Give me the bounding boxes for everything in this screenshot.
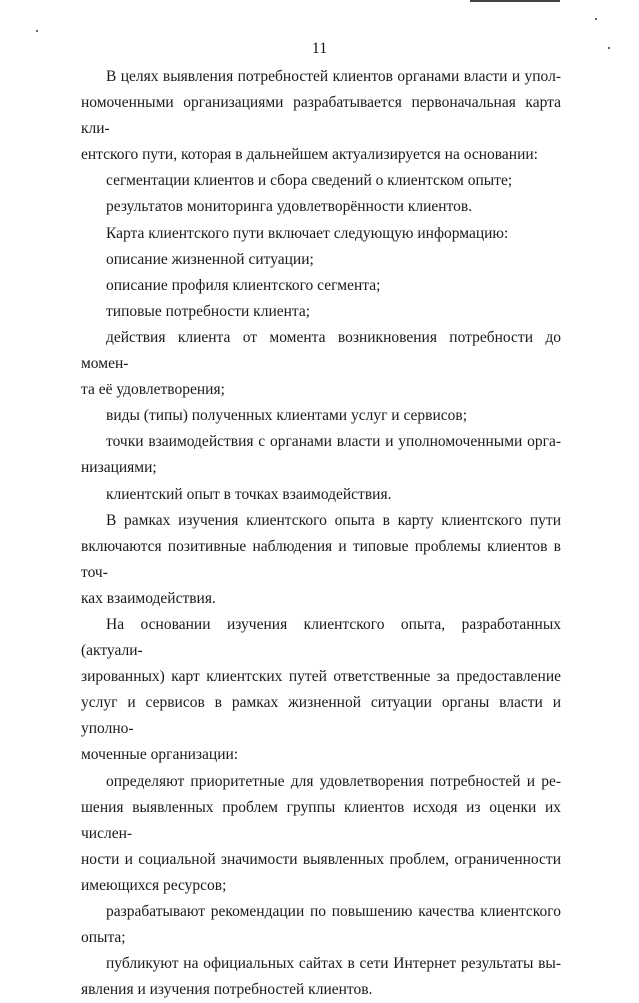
text-line: включаются позитивные наблюдения и типовые проблемы клиентов в точ- <box>81 537 561 581</box>
text-line: точки взаимодействия с органами власти и уполномоченными орга- <box>106 433 561 451</box>
text-line: действия клиента от момента возникновения потребности до момен- <box>81 328 561 373</box>
scan-artifact-dot <box>36 30 38 32</box>
text-line: ности и социальной значимости выявленных проблем, ограниченности <box>81 850 561 868</box>
text-line: сегментации клиентов и сбора сведений о клиентском опыте; <box>106 172 513 190</box>
text-line: В целях выявления потребностей клиентов органами власти и упол- <box>106 68 561 85</box>
text-line: ках взаимодействия. <box>81 589 216 607</box>
text-line: разрабатывают рекомендации по повышению качества клиентского <box>106 903 561 920</box>
page-number: 11 <box>311 40 328 57</box>
text-line: имеющихся ресурсов; <box>81 876 227 894</box>
text-line: публикуют на официальных сайтах в сети Интернет результаты вы- <box>106 955 561 973</box>
scan-artifact-dot <box>595 18 597 20</box>
text-line: низациями; <box>81 459 157 477</box>
text-line: та её удовлетворения; <box>81 381 225 399</box>
text-line: клиентский опыт в точках взаимодействия. <box>106 485 392 503</box>
text-line: услуг и сервисов в рамках жизненной ситуации органы власти и уполно- <box>81 694 561 738</box>
text-line: описание жизненной ситуации; <box>106 250 314 268</box>
text-line: описание профиля клиентского сегмента; <box>106 276 381 294</box>
text-line: шения выявленных проблем группы клиентов исходя из оценки их числен- <box>81 798 561 842</box>
text-line: моченные организации: <box>81 746 239 764</box>
text-line: номоченными организациями разрабатывается первоначальная карта кли- <box>81 94 561 138</box>
text-line: Карта клиентского пути включает следующую информацию: <box>106 224 509 242</box>
text-line: явления и изучения потребностей клиентов. <box>81 981 373 999</box>
text-line: результатов мониторинга удовлетворённости клиентов. <box>106 198 473 216</box>
text-line: виды (типы) полученных клиентами услуг и сервисов; <box>106 407 468 425</box>
text-line: На основании изучения клиентского опыта, разработанных (актуали- <box>81 615 561 660</box>
text-line: типовые потребности клиента; <box>106 302 311 320</box>
text-line: ентского пути, которая в дальнейшем актуализируется на основании: <box>81 146 538 164</box>
text-line: определяют приоритетные для удовлетворения потребностей и ре- <box>106 772 561 790</box>
text-line: зированных) карт клиентских путей ответственные за предоставление <box>81 668 561 686</box>
scan-artifact-line <box>470 0 560 2</box>
text-line: опыта; <box>81 929 126 947</box>
body-text <box>81 64 561 1003</box>
text-line: В рамках изучения клиентского опыта в карту клиентского пути <box>106 511 561 529</box>
